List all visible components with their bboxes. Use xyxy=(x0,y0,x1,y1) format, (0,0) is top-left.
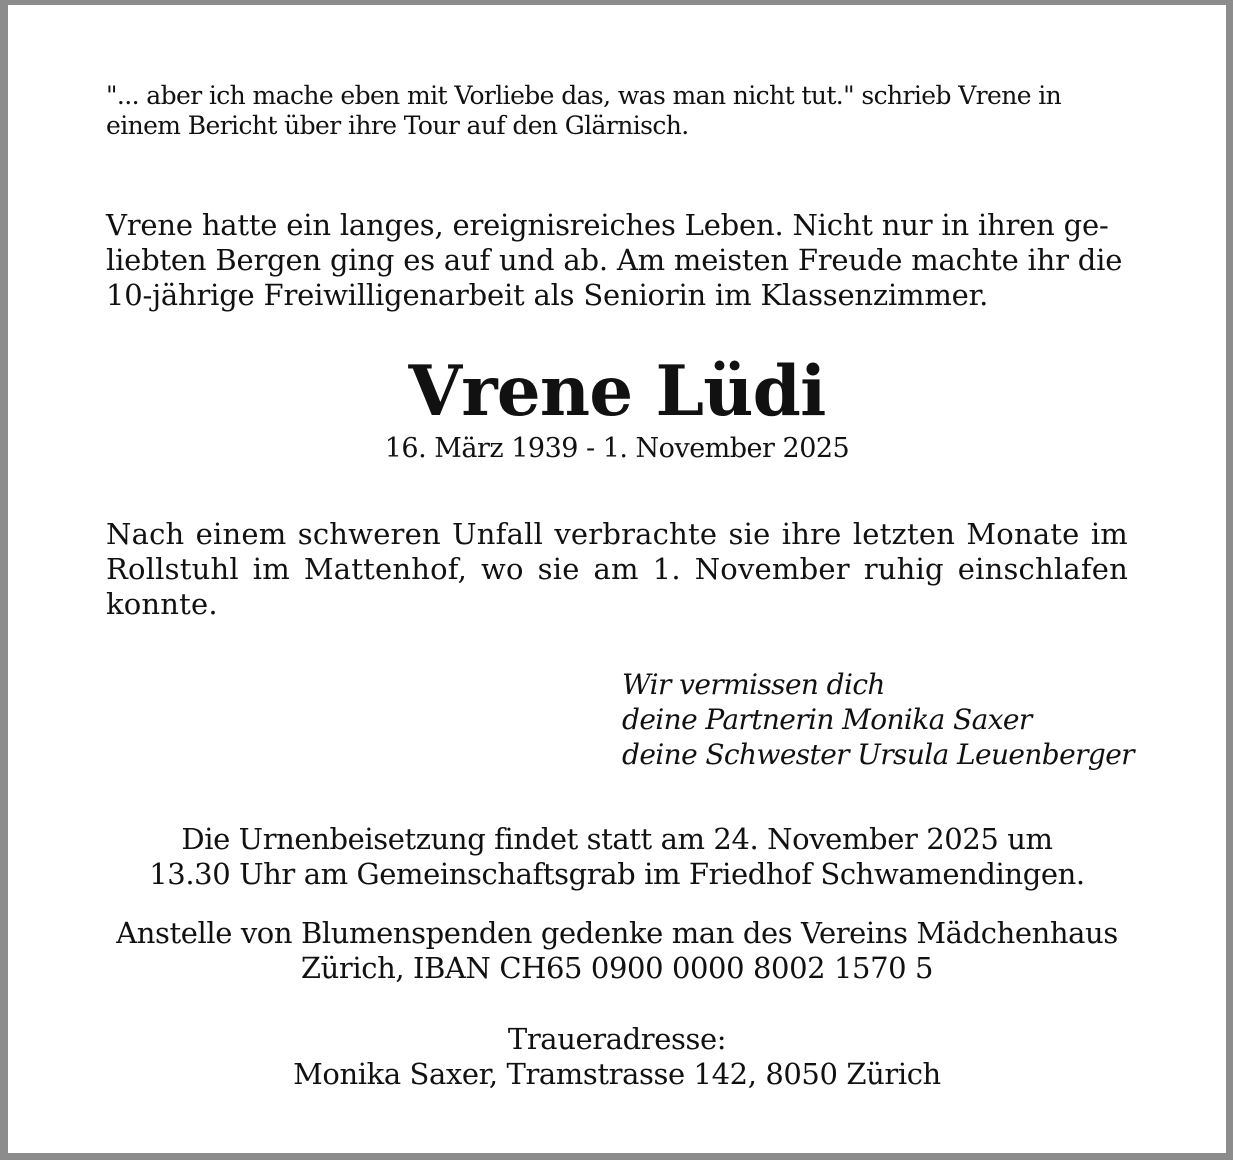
life-dates: 16. März 1939 - 1. November 2025 xyxy=(384,433,850,464)
story-paragraph xyxy=(106,517,1128,622)
donation-line: Zürich, IBAN CH65 0900 0000 8002 1570 5 xyxy=(300,951,934,985)
intro-paragraph xyxy=(106,208,1128,313)
story-line: konnte. xyxy=(106,587,218,621)
address-value: Monika Saxer, Tramstrasse 142, 8050 Zürich xyxy=(293,1057,941,1091)
signoff-line: Wir vermissen dich xyxy=(622,668,885,701)
donation-line: Anstelle von Blumenspenden gedenke man des Vereins Mädchenhaus xyxy=(116,916,1118,950)
family-signoff xyxy=(622,667,1142,772)
obituary-notice xyxy=(8,5,1226,1153)
intro-line: liebten Bergen ging es auf und ab. Am meisten Freude machte ihr die xyxy=(106,243,1123,277)
address-label: Traueradresse: xyxy=(507,1022,727,1056)
story-line: Rollstuhl im Mattenhof, wo sie am 1. November ruhig einschlafen xyxy=(106,552,1128,586)
burial-info xyxy=(106,822,1128,892)
quote-paragraph xyxy=(106,81,1128,141)
donation-info xyxy=(106,916,1128,986)
signoff-line: deine Schwester Ursula Leuenberger xyxy=(622,738,1134,771)
story-line: Nach einem schweren Unfall verbrachte sie ihre letzten Monate im xyxy=(106,517,1128,551)
intro-line: Vrene hatte ein langes, ereignisreiches Leben. Nicht nur in ihren ge- xyxy=(106,208,1109,242)
quote-line: einem Bericht über ihre Tour auf den Glärnisch. xyxy=(106,111,689,140)
deceased-name: Vrene Lüdi xyxy=(408,351,826,432)
mourning-address xyxy=(106,1022,1128,1092)
intro-line: 10-jährige Freiwilligenarbeit als Seniorin im Klassenzimmer. xyxy=(106,278,989,312)
burial-line: 13.30 Uhr am Gemeinschaftsgrab im Friedhof Schwamendingen. xyxy=(149,857,1085,891)
burial-line: Die Urnenbeisetzung findet statt am 24. November 2025 um xyxy=(181,822,1053,856)
quote-line: "... aber ich mache eben mit Vorliebe das, was man nicht tut." schrieb Vrene in xyxy=(106,81,1062,110)
signoff-line: deine Partnerin Monika Saxer xyxy=(622,703,1032,736)
